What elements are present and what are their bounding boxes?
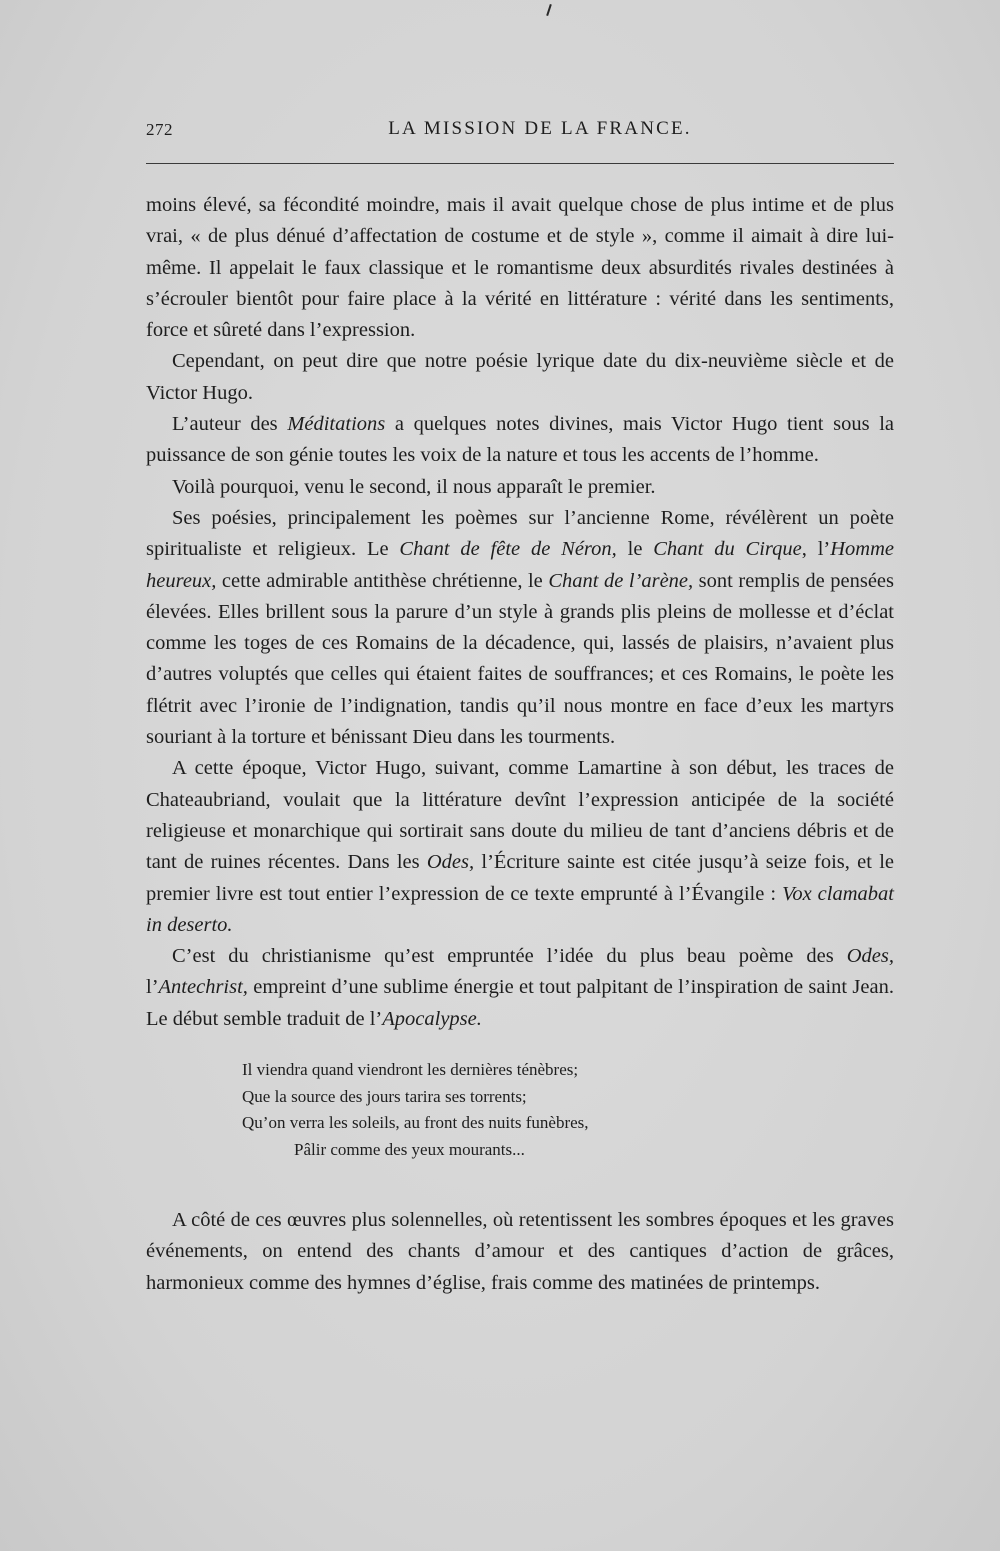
header-rule [146, 163, 894, 164]
paragraph-3 [146, 409, 894, 472]
verse-line: Qu’on verra les soleils, au front des nuits funèbres, [242, 1113, 589, 1133]
text-run: L’auteur des [172, 413, 288, 436]
italic-title: Chant du Cirque [653, 538, 802, 561]
italic-title: Odes, [426, 851, 475, 874]
text-run: a quelques notes divines, mais Victor Hugo tient sous la puissance de son génie toutes les voix de la nature et tous les accents de l’homme. [146, 413, 895, 467]
verse-line: Pâlir comme des yeux mourants... [294, 1139, 525, 1159]
text-run: A cette époque, Victor Hugo, suivant, comme Lamartine à son début, les traces de Chateaubriand, voulait que la littérature devînt l’expression anticipée de la société religieuse et monarchique qui sortirait sans doute du milieu de tant d’anciens débris et de tant de ruines récentes. Dans les [146, 757, 894, 874]
verse-quotation [242, 1057, 894, 1163]
text-run: l’ [146, 976, 159, 999]
verse-line: Que la source des jours tarira ses torrents; [242, 1086, 527, 1106]
verse-line: Il viendra quand viendront les dernières ténèbres; [242, 1060, 579, 1080]
body-text [146, 190, 894, 1299]
running-title: LA MISSION DE LA FRANCE. [388, 118, 692, 139]
paragraph-1: moins élevé, sa fécondité moindre, mais il avait quelque chose de plus intime et de plus vrai, « de plus dénué d’affectation de costume et de style », comme il aimait à dire lui-même. Il appelait le faux classique et le romantisme deux absurdités rivales destinées à s’écrouler bientôt pour faire place à la vérité en littérature : vérité dans les sentiments, force et sûreté dans l’expression. [146, 194, 894, 342]
page-number: 272 [146, 120, 173, 139]
text-run: C’est du christianisme qu’est empruntée l’idée du plus beau poème des [172, 945, 847, 968]
italic-title: Apocalypse. [382, 1007, 482, 1030]
italic-title: Chant de l’arène, [548, 569, 694, 592]
italic-quote: Vox clamabat in deserto. [146, 882, 894, 936]
paragraph-6 [146, 753, 894, 941]
paragraph-4: Voilà pourquoi, venu le second, il nous apparaît le premier. [172, 475, 656, 498]
paragraph-2: Cependant, on peut dire que notre poésie lyrique date du dix-neuvième siècle et de Victor Hugo. [146, 350, 894, 404]
italic-title: Chant de fête de Néron, [399, 538, 617, 561]
paragraph-7 [146, 941, 894, 1035]
text-run: le [616, 538, 654, 561]
paragraph-5 [146, 503, 894, 753]
text-run: , l’ [801, 538, 831, 561]
text-run: sont remplis de pensées élevées. Elles brillent sous la parure d’un style à grands plis pleins de mollesse et d’éclat comme les toges de ces Romains de la décadence, qui, lassés de plaisirs, n’avaient plus d’autres voluptés que celles qui étaient faites de souffrances; et ces Romains, le poète les flétrit avec l’ironie de l’indignation, tandis qu’il nous montre en face d’eux les martyrs souriant à la torture et bénissant Dieu dans les tourments. [146, 569, 895, 749]
ink-mark [546, 4, 552, 16]
text-run: l’Écriture sainte est citée jusqu’à seize fois, et le premier livre est tout entier l’expression de ce texte emprunté à l’Évangile : [146, 851, 894, 905]
italic-title: Méditations [287, 413, 386, 436]
paragraph-8: A côté de ces œuvres plus solennelles, où retentissent les sombres époques et les graves événements, on entend des chants d’amour et des cantiques d’action de grâces, harmonieux comme des hymnes d’église, frais comme des matinées de printemps. [146, 1209, 894, 1294]
italic-title: Homme heureux, [146, 538, 894, 592]
text-run: cette admirable antithèse chrétienne, le [216, 569, 549, 592]
text-run: empreint d’une sublime énergie et tout palpitant de l’inspiration de saint Jean. Le début semble traduit de l’ [146, 976, 894, 1030]
italic-title: Odes, [846, 945, 894, 968]
text-run: Ses poésies, principalement les poèmes sur l’ancienne Rome, révélèrent un poète spiritualiste et religieux. Le [146, 506, 894, 561]
page-header [146, 118, 894, 144]
italic-title: Antechrist, [158, 976, 248, 999]
